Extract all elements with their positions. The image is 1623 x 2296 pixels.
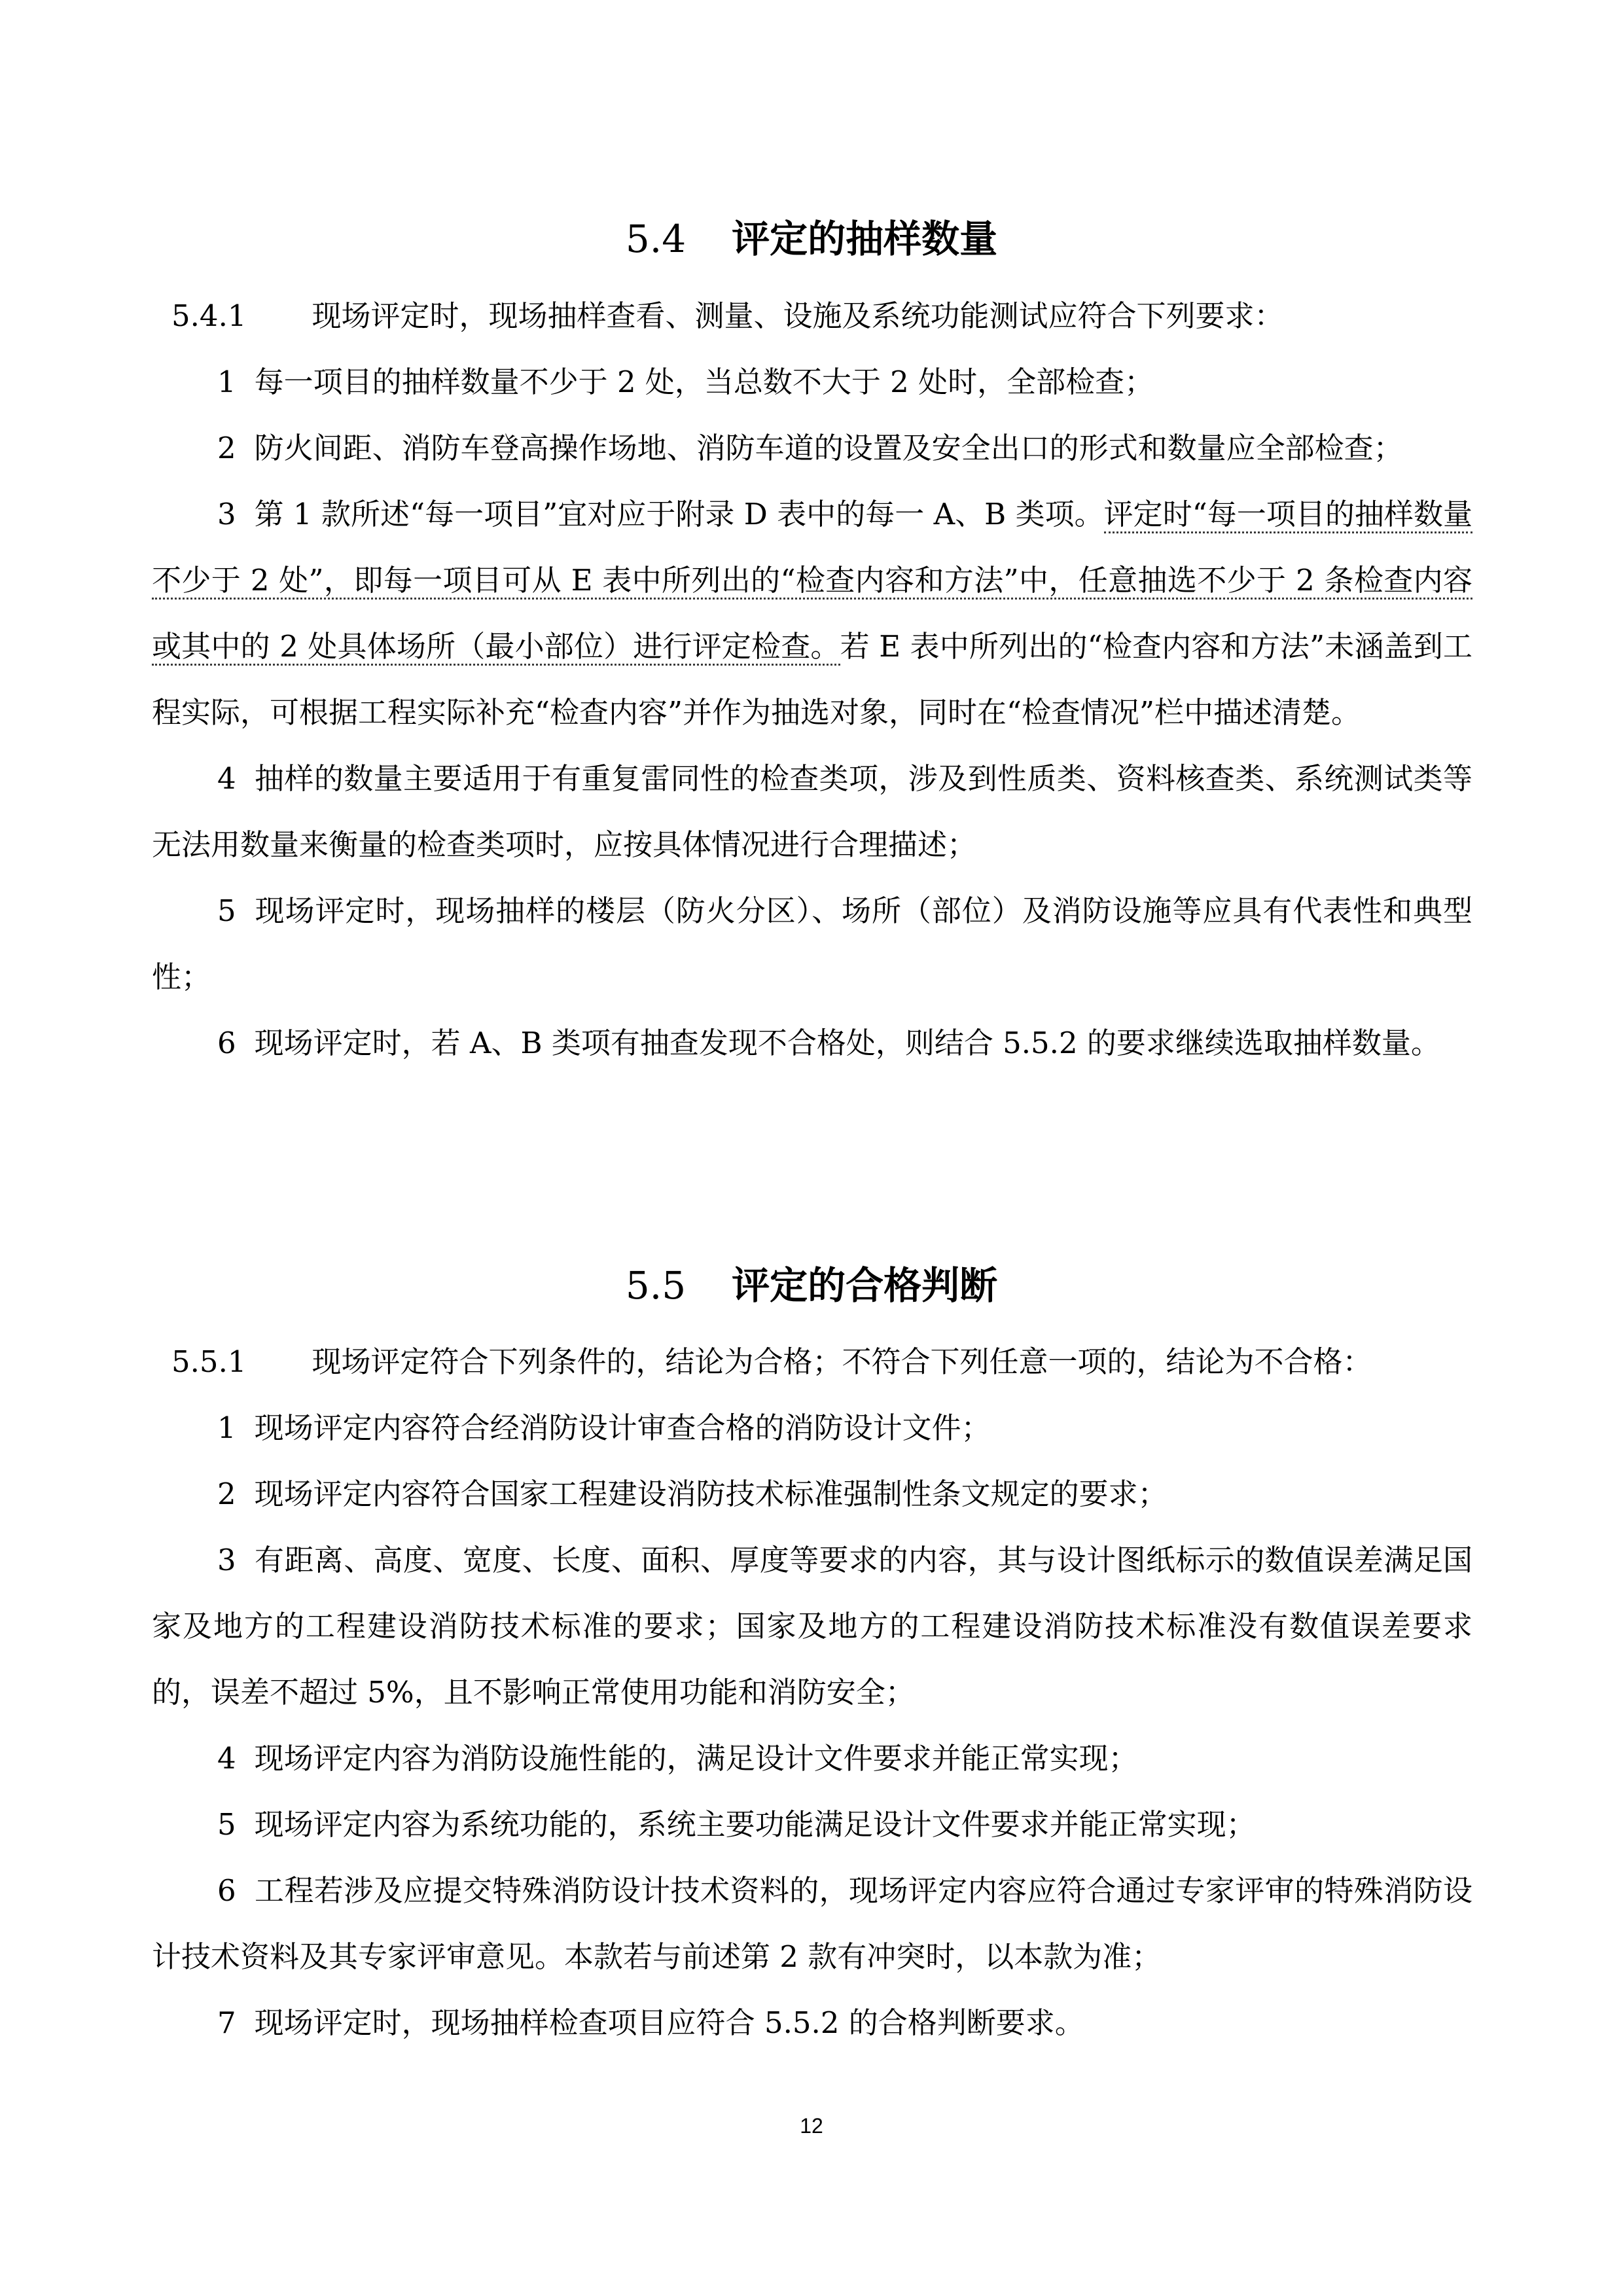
list-item — [152, 1461, 1472, 1527]
clause-number: 5.5.1 — [171, 1344, 247, 1379]
list-item — [152, 415, 1472, 481]
item-number: 4 — [217, 1741, 236, 1776]
section-5-5-heading — [0, 1259, 1623, 1312]
item-text: 抽样的数量主要适用于有重复雷同性的检查类项，涉及到性质类、资料核查类、系统测试类等无法用数量来衡量的检查类项时，应按具体情况进行合理描述； — [152, 761, 1472, 862]
item-number: 6 — [217, 1873, 236, 1908]
list-item — [152, 1725, 1472, 1791]
item-number: 4 — [217, 761, 236, 796]
list-item — [152, 745, 1472, 878]
section-title: 评定的抽样数量 — [732, 217, 998, 261]
item-text: 现场评定内容为系统功能的，系统主要功能满足设计文件要求并能正常实现； — [254, 1807, 1256, 1842]
list-item — [152, 1990, 1472, 2056]
section-title: 评定的合格判断 — [732, 1263, 998, 1308]
clause-text: 现场评定符合下列条件的，结论为合格；不符合下列任意一项的，结论为不合格： — [312, 1344, 1372, 1379]
item-text: 第 1 款所述“每一项目”宜对应于附录 D 表中的每一 A、B 类项。 — [254, 497, 1104, 531]
item-text: 现场评定时，若 A、B 类项有抽查发现不合格处，则结合 5.5.2 的要求继续选取抽样数量。 — [254, 1026, 1440, 1060]
list-item — [152, 1857, 1472, 1990]
list-item — [152, 349, 1472, 415]
list-item — [152, 1010, 1472, 1076]
annotated-text: 评定时“每一项目的抽样数量不少于 2 处”，即每一项目可从 E 表中所列出的“检查内容和方法”中，任意抽选不少于 2 条检查内容或其中的 2 处具体场所（最小部位）进行评定检查。 — [152, 497, 1472, 666]
clause-number: 5.4.1 — [171, 298, 247, 333]
item-text: 工程若涉及应提交特殊消防设计技术资料的，现场评定内容应符合通过专家评审的特殊消防设计技术资料及其专家评审意见。本款若与前述第 2 款有冲突时，以本款为准； — [152, 1873, 1472, 1974]
item-text: 现场评定时，现场抽样的楼层（防火分区）、场所（部位）及消防设施等应具有代表性和典型性； — [152, 893, 1472, 994]
list-item — [152, 481, 1472, 745]
item-text: 现场评定时，现场抽样检查项目应符合 5.5.2 的合格判断要求。 — [254, 2005, 1084, 2040]
list-item — [152, 1527, 1472, 1725]
item-number: 6 — [217, 1026, 236, 1060]
item-text: 现场评定内容符合国家工程建设消防技术标准强制性条文规定的要求； — [254, 1477, 1168, 1511]
item-number: 5 — [217, 1807, 236, 1842]
item-number: 3 — [217, 497, 236, 531]
item-number: 3 — [217, 1543, 236, 1577]
section-5-4-body — [152, 283, 1472, 1076]
section-number: 5.5 — [625, 1263, 687, 1308]
item-number: 1 — [217, 1410, 236, 1445]
section-5-5-body — [152, 1329, 1472, 2056]
item-number: 1 — [217, 365, 236, 399]
item-number: 2 — [217, 1477, 236, 1511]
item-number: 5 — [217, 893, 236, 928]
list-item — [152, 1791, 1472, 1857]
item-text: 现场评定内容为消防设施性能的，满足设计文件要求并能正常实现； — [254, 1741, 1138, 1776]
item-text: 若 E 表中所列出的“检查内容和方法”未涵盖到工程实际，可根据工程实际补充“检查内容”并作为抽选对象，同时在“检查情况”栏中描述清楚。 — [152, 629, 1472, 730]
clause-text: 现场评定时，现场抽样查看、测量、设施及系统功能测试应符合下列要求： — [312, 298, 1284, 333]
page-number: 12 — [800, 2114, 823, 2138]
item-text: 每一项目的抽样数量不少于 2 处，当总数不大于 2 处时，全部检查； — [254, 365, 1154, 399]
list-item — [152, 878, 1472, 1010]
item-text: 有距离、高度、宽度、长度、面积、厚度等要求的内容，其与设计图纸标示的数值误差满足国家及地方的工程建设消防技术标准的要求；国家及地方的工程建设消防技术标准没有数值误差要求的，误差不超过 5%，且不影响正常使用功能和消防安全； — [152, 1543, 1472, 1710]
clause-5-5-1 — [152, 1329, 1472, 1395]
section-number: 5.4 — [625, 217, 687, 261]
list-item — [152, 1395, 1472, 1461]
section-5-4-heading — [0, 213, 1623, 265]
item-number: 2 — [217, 431, 236, 465]
item-number: 7 — [217, 2005, 236, 2040]
item-text: 防火间距、消防车登高操作场地、消防车道的设置及安全出口的形式和数量应全部检查； — [254, 431, 1403, 465]
clause-5-4-1 — [152, 283, 1472, 349]
item-text: 现场评定内容符合经消防设计审查合格的消防设计文件； — [254, 1410, 991, 1445]
